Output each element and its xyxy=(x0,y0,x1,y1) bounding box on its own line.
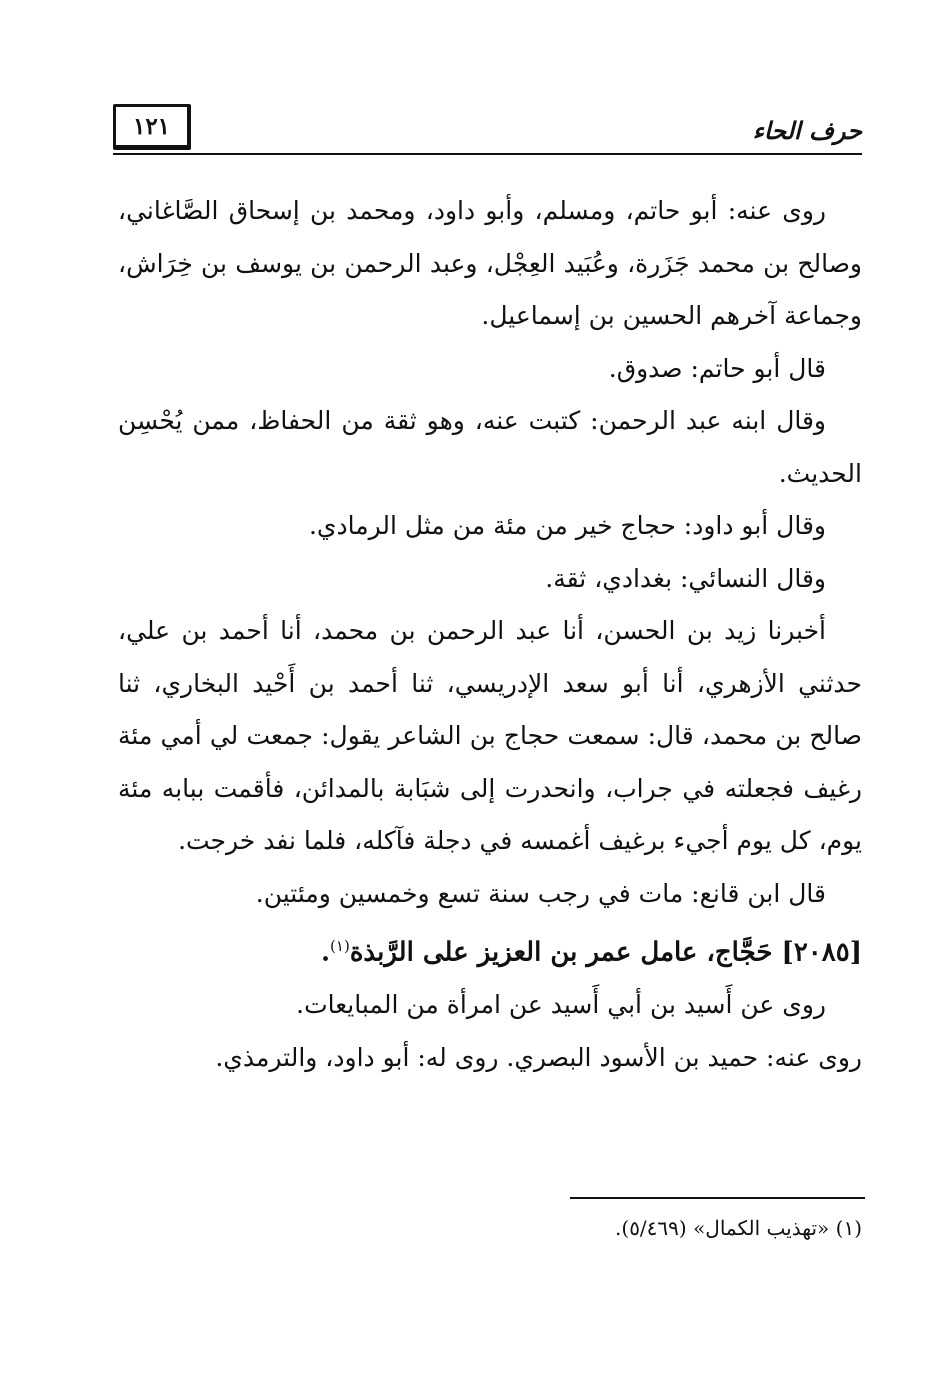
paragraph-narrated-from: روى عن أَسيد بن أبي أَسيد عن امرأة من المبايعات. xyxy=(296,990,826,1020)
paragraph-ibn-qani: قال ابن قانع: مات في رجب سنة تسع وخمسين ومئتين. xyxy=(255,878,826,908)
paragraph-isnad: أخبرنا زيد بن الحسن، أنا عبد الرحمن بن محمد، أنا أحمد بن علي، حدثني الأزهري، أنا أبو سعد الإدريسي، ثنا أحمد بن أَحْيد البخاري، ثنا صالح بن محمد، قال: سمعت حجاج بن الشاعر يقول: جمعت لي أمي مئة رغيف فجعلته في جراب، وانحدرت إلى شبَابة بالمدائن، فأقمت ببابه مئة يوم، كل يوم أجيء برغيف أغمسه في دجلة فآكله، فلما نفد خرجت. xyxy=(118,616,862,855)
footnote-rule xyxy=(570,1197,865,1199)
paragraph-nasai: وقال النسائي: بغدادي، ثقة. xyxy=(545,563,826,593)
page-number: ١٢١ xyxy=(132,112,171,140)
entry-end: . xyxy=(320,937,331,968)
paragraph-abu-hatim: قال أبو حاتم: صدوق. xyxy=(608,353,826,383)
paragraph-ibn-abi-hatim: وقال ابنه عبد الرحمن: كتبت عنه، وهو ثقة من الحفاظ، ممن يُحْسِن الحديث. xyxy=(118,406,862,488)
paragraph-narrated-by: روى عنه: حميد بن الأسود البصري. روى له: أبو داود، والترمذي. xyxy=(215,1042,862,1072)
header-rule xyxy=(113,153,862,155)
running-head: حرف الحاء xyxy=(752,116,862,145)
footnote-ref: (١) xyxy=(330,937,350,955)
paragraph-abu-dawud: وقال أبو داود: حجاج خير من مئة من مثل الرمادي. xyxy=(308,511,826,540)
footnote: (١) «تهذيب الكمال» (٥/٤٦٩). xyxy=(615,1216,862,1240)
entry-heading xyxy=(118,920,862,979)
entry-title: حَجَّاج، عامل عمر بن العزيز على الرَّبذة xyxy=(349,937,773,968)
entry-number: [٢٠٨٥] xyxy=(781,937,862,968)
main-text xyxy=(118,185,862,1084)
page-number-box xyxy=(113,104,191,150)
paragraph-narrators: روى عنه: أبو حاتم، ومسلم، وأبو داود، ومحمد بن إسحاق الصَّاغاني، وصالح بن محمد جَزَرة، وعُبَيد العِجْل، وعبد الرحمن بن يوسف بن خِرَاش، وجماعة آخرهم الحسين بن إسماعيل. xyxy=(118,196,862,330)
